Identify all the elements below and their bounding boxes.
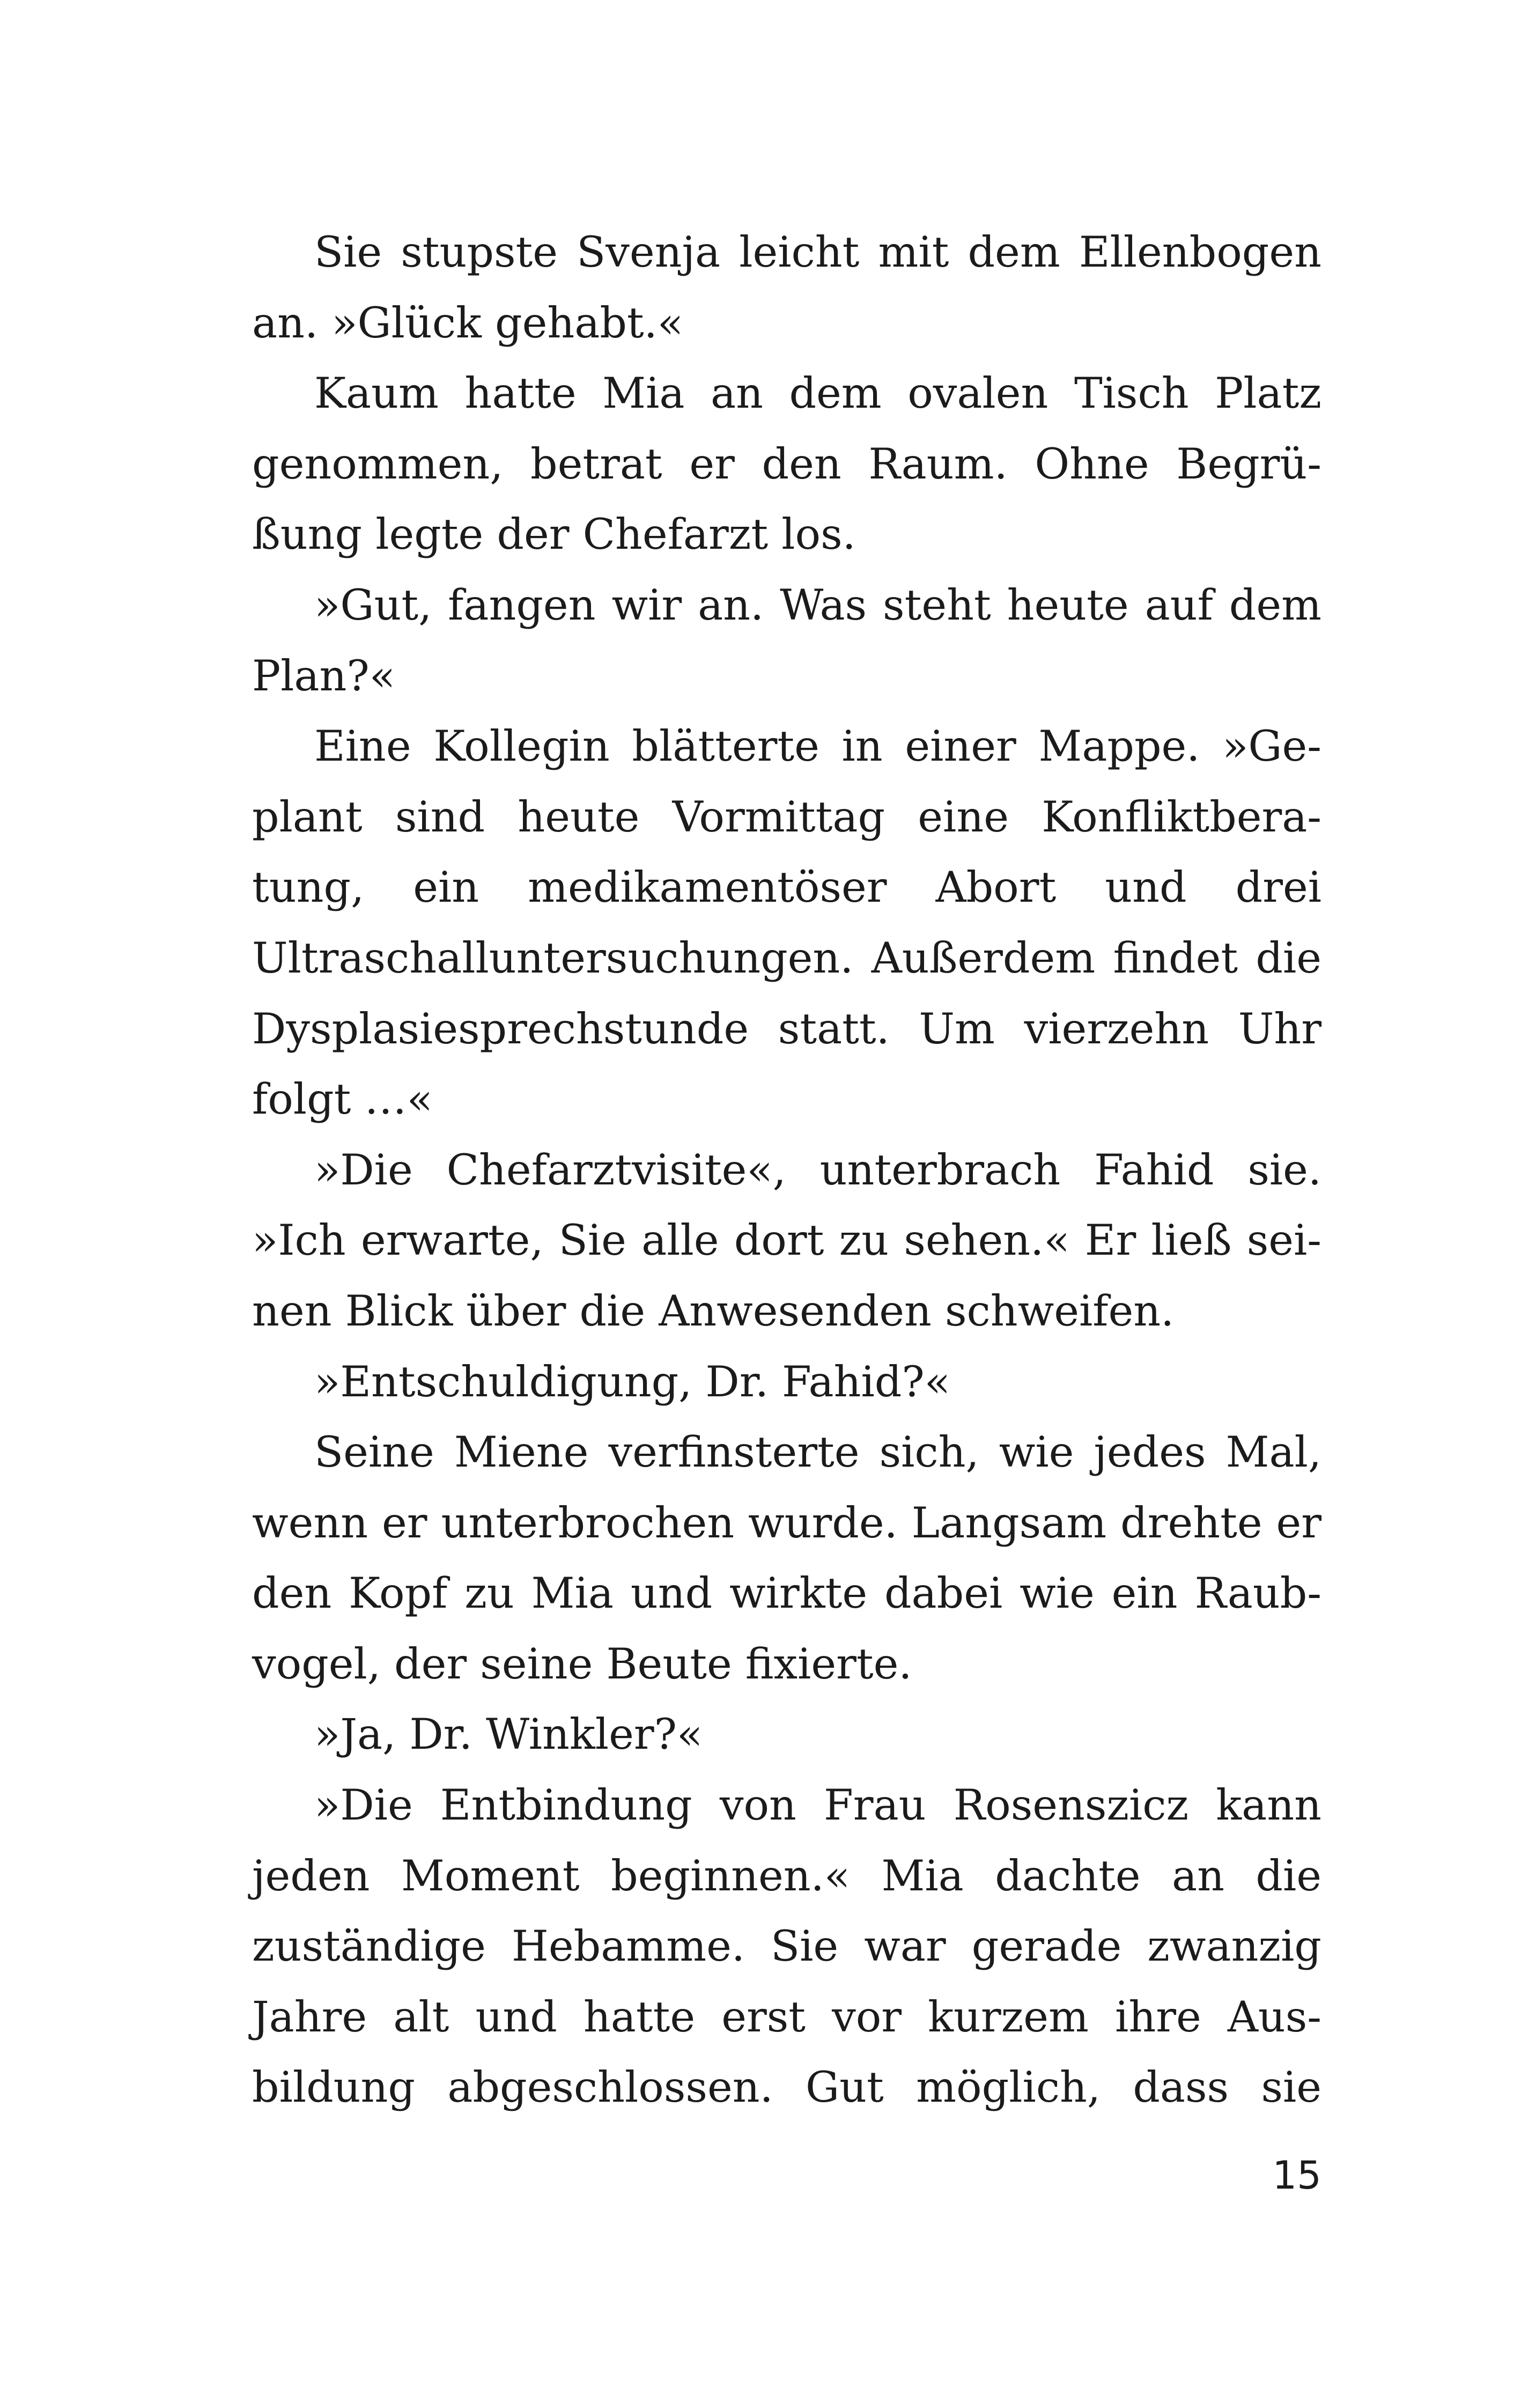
page-number: 15 (1272, 2153, 1321, 2198)
text-line: jeden Moment beginnen.« Mia dachte an die (252, 1851, 1321, 1901)
text-line: Sie stupste Svenja leicht mit dem Ellenbogen (314, 227, 1321, 277)
text-line: »Entschuldigung, Dr. Fahid?« (314, 1357, 951, 1406)
text-line: nen Blick über die Anwesenden schweifen. (252, 1286, 1175, 1336)
text-line: Kaum hatte Mia an dem ovalen Tisch Platz (314, 369, 1321, 418)
text-line: Ultraschalluntersuchungen. Außerdem findet die (252, 933, 1321, 983)
body-text (252, 217, 1321, 2123)
text-line: »Ich erwarte, Sie alle dort zu sehen.« Er ließ sei- (252, 1216, 1321, 1265)
text-line: »Die Chefarztvisite«, unterbrach Fahid sie. (314, 1145, 1321, 1195)
text-line: tung, ein medikamentöser Abort und drei (252, 863, 1321, 912)
text-line: Eine Kollegin blätterte in einer Mappe. »Ge- (314, 721, 1321, 771)
text-line: zuständige Hebamme. Sie war gerade zwanzig (252, 1921, 1321, 1971)
text-line: wenn er unterbrochen wurde. Langsam drehte er (252, 1498, 1321, 1548)
text-line: den Kopf zu Mia und wirkte dabei wie ein Raub- (252, 1568, 1321, 1618)
text-line: vogel, der seine Beute fixierte. (252, 1639, 912, 1689)
text-line: an. »Glück gehabt.« (252, 298, 684, 348)
text-line: folgt …« (252, 1074, 433, 1124)
text-line: plant sind heute Vormittag eine Konfliktbera- (252, 792, 1321, 842)
text-line: Seine Miene verfinsterte sich, wie jedes Mal, (314, 1427, 1321, 1477)
text-line: »Ja, Dr. Winkler?« (314, 1710, 703, 1759)
text-line: »Die Entbindung von Frau Rosenszicz kann (314, 1780, 1321, 1830)
text-line: Jahre alt und hatte erst vor kurzem ihre Aus- (252, 1992, 1321, 2042)
text-line: genommen, betrat er den Raum. Ohne Begrü- (252, 439, 1321, 489)
text-line: Plan?« (252, 651, 396, 701)
text-line: »Gut, fangen wir an. Was steht heute auf dem (314, 580, 1321, 630)
text-line: Dysplasiesprechstunde statt. Um vierzehn Uhr (252, 1004, 1321, 1054)
text-line: bildung abgeschlossen. Gut möglich, dass sie (252, 2063, 1321, 2112)
text-line: ßung legte der Chefarzt los. (252, 510, 856, 559)
